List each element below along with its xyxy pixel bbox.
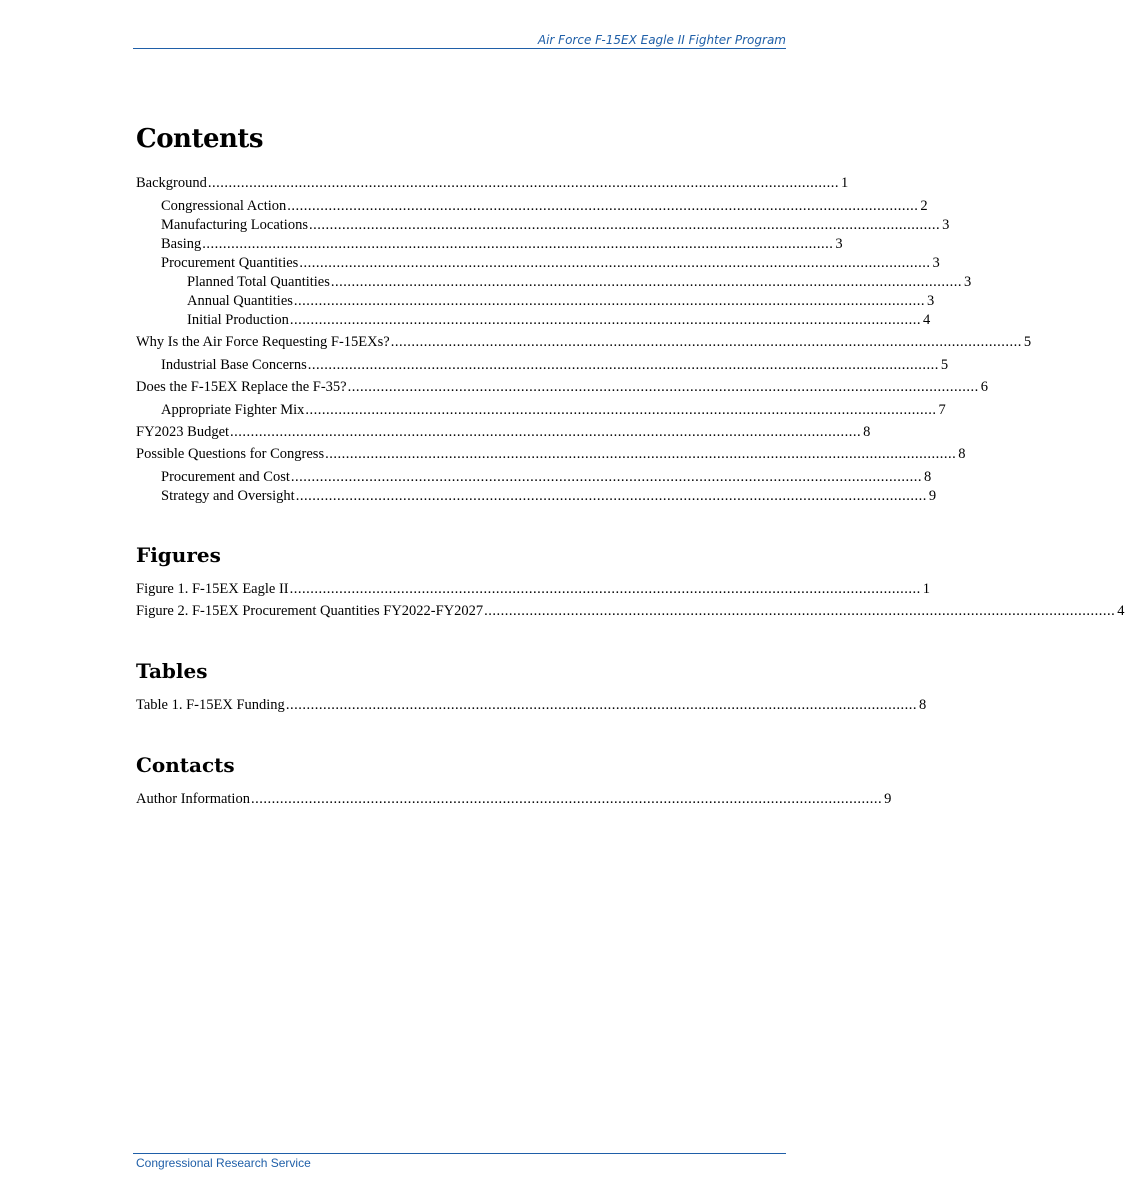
toc-entry-label: Table 1. F-15EX Funding — [136, 697, 285, 713]
toc-entry-label: Background — [136, 175, 207, 191]
toc-entry-industrial-base-concerns[interactable] — [161, 356, 949, 374]
toc-entry-congressional-action[interactable] — [161, 197, 928, 215]
toc-entry-possible-questions[interactable] — [136, 445, 966, 463]
report-title: Air Force F-15EX Eagle II Fighter Program — [537, 33, 786, 47]
toc-entry-label: Basing — [161, 236, 202, 252]
toc-entry-label: FY2023 Budget — [136, 424, 230, 440]
dot-leader: ......................................................................................................................................................... — [290, 469, 922, 485]
toc-entry-label: Industrial Base Concerns — [161, 357, 307, 373]
dot-leader: ......................................................................................................................................................... — [299, 255, 931, 271]
toc-entry-page: 8 — [918, 697, 927, 713]
dot-leader: ......................................................................................................................................................... — [484, 603, 1116, 619]
toc-entry-label: Manufacturing Locations — [161, 217, 308, 233]
toc-entry-label: Figure 2. F-15EX Procurement Quantities FY2022-FY2027 — [136, 603, 484, 619]
toc-entry-author-information[interactable] — [136, 790, 892, 808]
toc-entry-strategy-and-oversight[interactable] — [161, 487, 937, 505]
toc-entry-fy2023-budget[interactable] — [136, 423, 871, 441]
toc-entry-label: Does the F-15EX Replace the F-35? — [136, 379, 347, 395]
toc-entry-page: 8 — [924, 469, 932, 485]
dot-leader: ......................................................................................................................................................... — [230, 424, 862, 440]
footer-organization: Congressional Research Service — [136, 1156, 311, 1170]
toc-entry-planned-total-quantities[interactable] — [187, 273, 972, 291]
dot-leader: ......................................................................................................................................................... — [289, 312, 922, 328]
contacts-heading: Contacts — [136, 753, 235, 777]
dot-leader: ......................................................................................................................................................... — [293, 293, 926, 309]
dot-leader: ......................................................................................................................................................... — [295, 488, 927, 504]
toc-entry-page: 8 — [863, 424, 871, 440]
dot-leader: ......................................................................................................................................................... — [330, 274, 963, 290]
dot-leader: ......................................................................................................................................................... — [308, 217, 941, 233]
toc-entry-initial-production[interactable] — [187, 311, 931, 329]
toc-entry-figure-2[interactable] — [136, 602, 1125, 620]
toc-entry-why-requesting[interactable] — [136, 333, 1032, 351]
dot-leader: ......................................................................................................................................................... — [202, 236, 834, 252]
toc-entry-procurement-and-cost[interactable] — [161, 468, 932, 486]
toc-entry-page: 4 — [1117, 603, 1125, 619]
toc-entry-page: 9 — [928, 488, 937, 504]
toc-entry-page: 2 — [920, 198, 928, 214]
toc-entry-page: 3 — [964, 274, 972, 290]
toc-entry-manufacturing-locations[interactable] — [161, 216, 950, 234]
dot-leader: ......................................................................................................................................................... — [287, 198, 919, 214]
toc-entry-page: 6 — [980, 379, 988, 395]
toc-entry-page: 5 — [940, 357, 949, 373]
toc-entry-page: 9 — [884, 791, 892, 807]
toc-entry-label: Why Is the Air Force Requesting F-15EXs? — [136, 334, 390, 350]
dot-leader: ......................................................................................................................................................... — [307, 357, 939, 373]
toc-entry-label: Procurement and Cost — [161, 469, 290, 485]
toc-entry-procurement-quantities[interactable] — [161, 254, 940, 272]
dot-leader: ......................................................................................................................................................... — [207, 175, 839, 191]
toc-entry-label: Strategy and Oversight — [161, 488, 295, 504]
dot-leader: ......................................................................................................................................................... — [285, 697, 917, 713]
figures-heading: Figures — [136, 543, 221, 567]
toc-entry-page: 3 — [942, 217, 950, 233]
toc-entry-table-1[interactable] — [136, 696, 927, 714]
toc-entry-appropriate-fighter-mix[interactable] — [161, 401, 946, 419]
dot-leader: ......................................................................................................................................................... — [305, 402, 937, 418]
toc-entry-label: Possible Questions for Congress — [136, 446, 325, 462]
toc-entry-background[interactable] — [136, 174, 849, 192]
toc-entry-label: Appropriate Fighter Mix — [161, 402, 305, 418]
toc-entry-label: Procurement Quantities — [161, 255, 299, 271]
contents-heading: Contents — [136, 124, 264, 154]
toc-entry-label: Planned Total Quantities — [187, 274, 330, 290]
toc-entry-replace-f35[interactable] — [136, 378, 988, 396]
toc-entry-page: 3 — [835, 236, 843, 252]
running-footer — [133, 1153, 786, 1170]
toc-entry-page: 1 — [841, 175, 849, 191]
toc-entry-figure-1[interactable] — [136, 580, 930, 598]
toc-entry-page: 7 — [938, 402, 946, 418]
toc-entry-page: 3 — [927, 293, 935, 309]
toc-entry-label: Annual Quantities — [187, 293, 293, 309]
toc-entry-annual-quantities[interactable] — [187, 292, 935, 310]
toc-entry-page: 3 — [932, 255, 940, 271]
dot-leader: ......................................................................................................................................................... — [250, 791, 883, 807]
toc-entry-label: Author Information — [136, 791, 250, 807]
toc-entry-page: 4 — [923, 312, 931, 328]
toc-entry-label: Initial Production — [187, 312, 289, 328]
toc-entry-label: Figure 1. F-15EX Eagle II — [136, 581, 289, 597]
toc-entry-page: 8 — [958, 446, 966, 462]
toc-entry-page: 1 — [922, 581, 930, 597]
dot-leader: ......................................................................................................................................................... — [289, 581, 921, 597]
dot-leader: ......................................................................................................................................................... — [325, 446, 957, 462]
dot-leader: ......................................................................................................................................................... — [390, 334, 1022, 350]
running-header — [133, 32, 786, 49]
toc-entry-basing[interactable] — [161, 235, 843, 253]
tables-heading: Tables — [136, 659, 208, 683]
dot-leader: ......................................................................................................................................................... — [347, 379, 979, 395]
toc-entry-label: Congressional Action — [161, 198, 287, 214]
toc-entry-page: 5 — [1023, 334, 1032, 350]
